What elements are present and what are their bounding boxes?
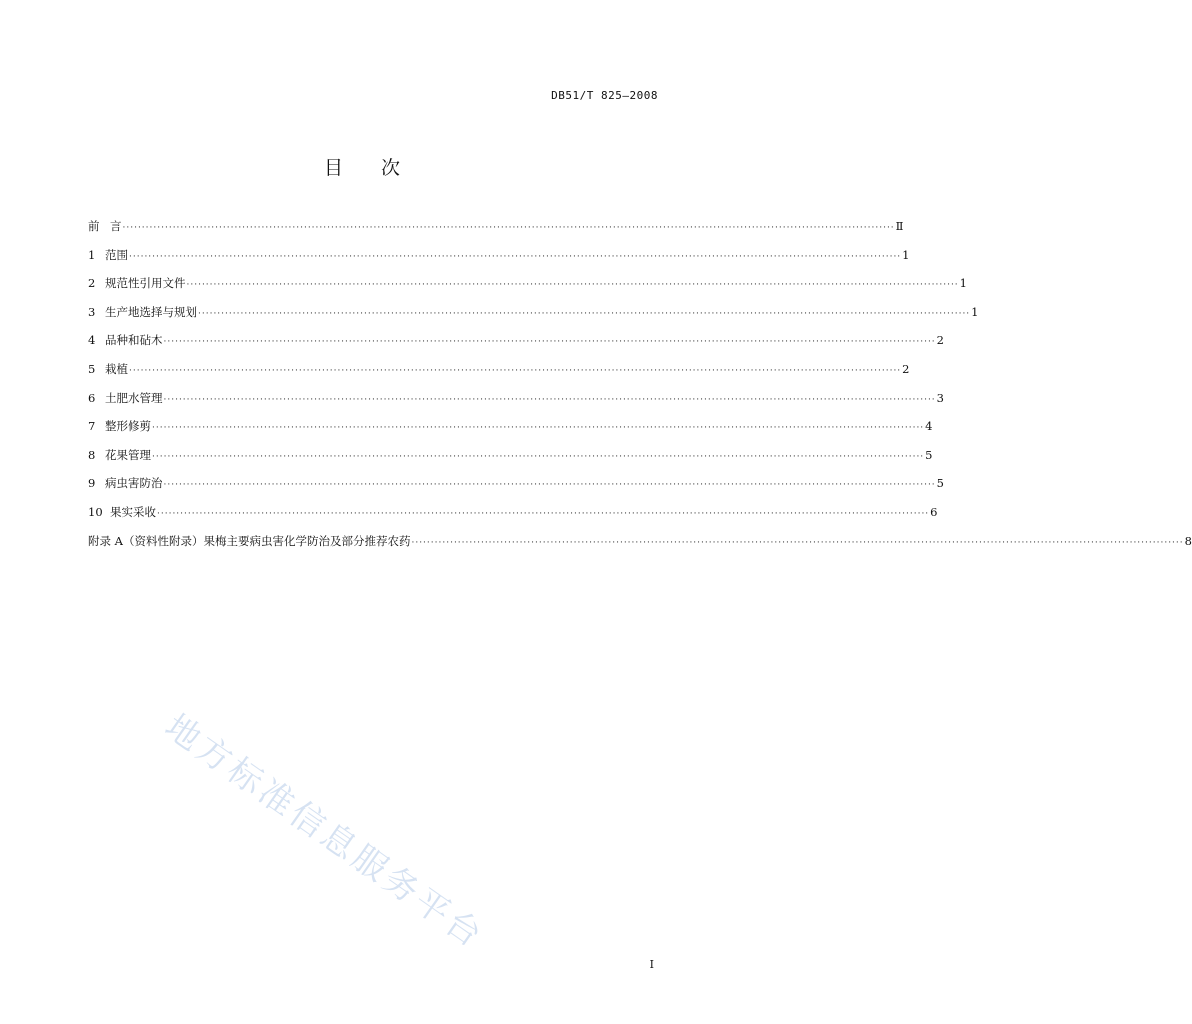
toc-entry[interactable]	[88, 247, 910, 276]
toc-entry-number: 3	[88, 304, 96, 319]
toc-entry-page: 2	[902, 361, 910, 376]
toc-entry-label: 栽植	[105, 361, 128, 376]
toc-entry-number: 6	[88, 390, 96, 405]
toc-entry-page: 5	[925, 447, 933, 462]
toc-entry-label: 果实采收	[110, 504, 156, 519]
toc-entry-page: 1	[959, 276, 967, 291]
toc-entry-label: 品种和砧木	[105, 333, 163, 348]
standard-code: DB51/T 825—2008	[551, 89, 658, 102]
toc-entry-label: 整形修剪	[105, 419, 151, 434]
toc-entry-number: 5	[88, 361, 96, 376]
toc-entry-number: 1	[88, 247, 96, 262]
toc-entry[interactable]	[88, 361, 910, 390]
page-title	[0, 153, 724, 180]
toc-entry-label: 规范性引用文件	[105, 276, 186, 291]
toc-leader-dots: ········································································································································································································	[129, 365, 902, 376]
toc-leader-dots: ········································································································································································································	[129, 251, 902, 262]
toc-leader-dots: ········································································································································································································	[163, 480, 936, 491]
watermark: 地方标准信息服务平台	[157, 706, 492, 958]
toc-entry-number: 2	[88, 276, 96, 291]
toc-entry-page: Ⅱ	[895, 219, 904, 233]
toc-entry[interactable]	[88, 475, 944, 504]
toc-entry[interactable]	[88, 504, 938, 533]
toc-entry-label: 言	[110, 219, 122, 233]
toc-entry-label: 范围	[105, 247, 128, 262]
table-of-contents	[88, 218, 1192, 561]
toc-entry-number: 4	[88, 333, 96, 348]
toc-entry-label: 生产地选择与规划	[105, 304, 197, 319]
toc-leader-dots: ········································································································································································································	[186, 280, 959, 291]
toc-entry[interactable]	[88, 275, 967, 304]
toc-entry-number: 7	[88, 419, 96, 434]
toc-leader-dots: ········································································································································································································	[152, 451, 925, 462]
toc-entry-label: 土肥水管理	[105, 390, 163, 405]
toc-leader-dots: ········································································································································································································	[152, 423, 925, 434]
toc-entry-number: 8	[88, 447, 96, 462]
toc-entry-label: 附录 A（资料性附录）果梅主要病虫害化学防治及部分推荐农药	[88, 533, 411, 548]
toc-entry-number: 9	[88, 476, 96, 491]
toc-entry-label: 病虫害防治	[105, 476, 163, 491]
toc-leader-dots: ········································································································································································································	[198, 308, 971, 319]
toc-entry[interactable]	[88, 447, 933, 476]
title-part-1: 目	[323, 157, 343, 179]
toc-entry-page: 4	[925, 419, 933, 434]
toc-entry[interactable]	[88, 218, 904, 247]
toc-entry-label: 花果管理	[105, 447, 151, 462]
toc-entry-page: 5	[936, 476, 944, 491]
toc-entry-number: 10	[88, 504, 103, 519]
toc-entry-appendix[interactable]	[88, 533, 1192, 562]
toc-entry-page: 1	[971, 304, 979, 319]
toc-entry-page: 6	[930, 504, 938, 519]
toc-leader-dots: ········································································································································································································	[122, 223, 895, 233]
toc-leader-dots: ········································································································································································································	[163, 337, 936, 348]
toc-entry-page: 2	[936, 333, 944, 348]
toc-entry[interactable]	[88, 390, 944, 419]
toc-entry-page: 3	[936, 390, 944, 405]
toc-entry[interactable]	[88, 304, 979, 333]
toc-leader-dots: ········································································································································································································	[163, 394, 936, 405]
title-part-2: 次	[381, 157, 401, 179]
toc-entry-number: 前	[88, 219, 100, 233]
toc-entry[interactable]	[88, 418, 933, 447]
toc-entry[interactable]	[88, 332, 944, 361]
toc-entry-page: 1	[902, 247, 910, 262]
page-number: I	[649, 958, 654, 971]
toc-leader-dots: ········································································································································································································	[411, 537, 1184, 548]
toc-entry-page: 8	[1184, 533, 1192, 548]
toc-leader-dots: ········································································································································································································	[157, 508, 930, 519]
